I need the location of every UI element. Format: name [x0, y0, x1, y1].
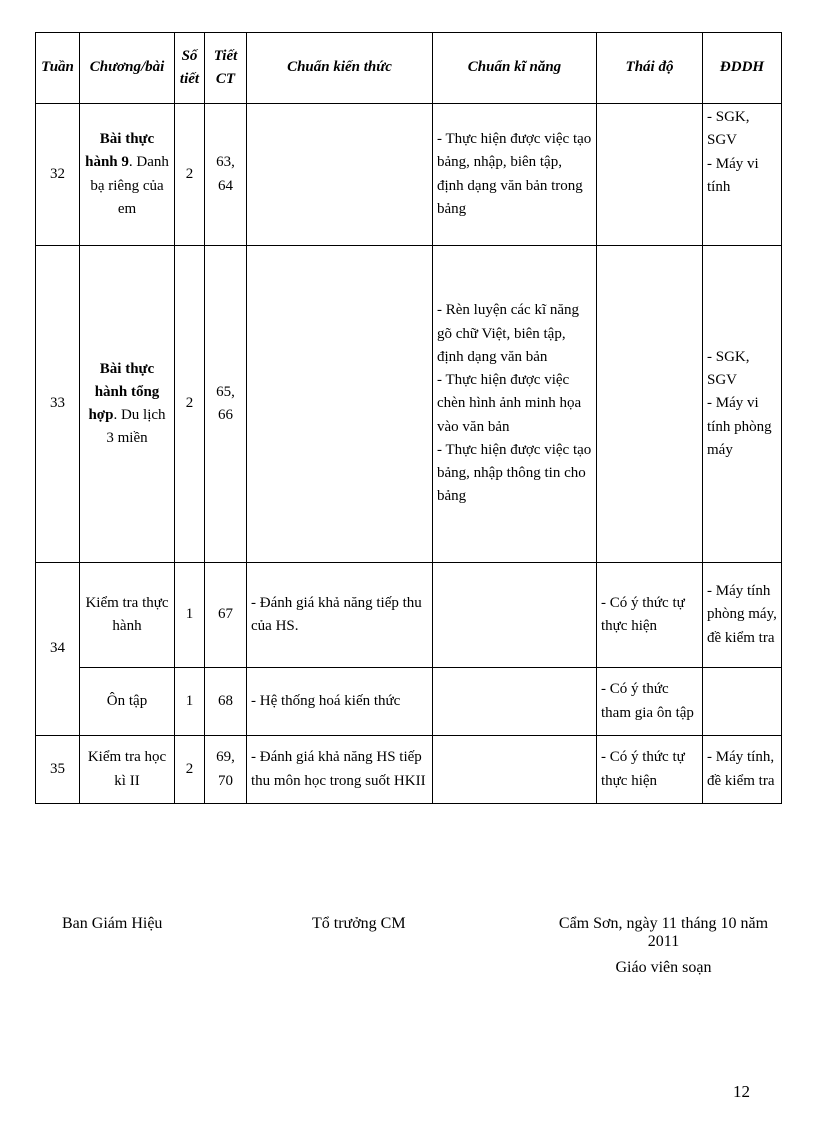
periods-cell: 2 [175, 736, 205, 804]
lesson-cell: Kiểm tra thực hành [80, 563, 175, 668]
equipment-item: - Máy tính, đề kiểm tra [707, 749, 775, 789]
period-numbers-cell: 63, 64 [205, 104, 247, 246]
knowledge-cell [247, 104, 433, 246]
header-periods: Số tiết [175, 33, 205, 104]
skill-item: - Thực hiện được việc tạo bảng, nhập thông tin cho bảng [437, 441, 592, 505]
signature-teacher-block [556, 915, 771, 977]
equipment-item: - Máy vi tính [707, 155, 759, 195]
lesson-cell: Kiểm tra học kì II [80, 736, 175, 804]
skill-item: - Thực hiện được việc chèn hình ảnh minh họa vào văn bản [437, 372, 582, 435]
attitude-cell [597, 104, 703, 246]
signature-date: Cẩm Sơn, ngày 11 tháng 10 năm 2011 [558, 915, 769, 950]
lesson-title-rest: . Du lịch 3 miền [106, 407, 166, 447]
knowledge-cell: - Đánh giá khả năng HS tiếp thu môn học trong suốt HKII [247, 736, 433, 804]
lesson-title-rest: . Danh bạ riêng của em [90, 154, 169, 217]
period-numbers-cell: 68 [205, 668, 247, 736]
week-cell: 35 [36, 736, 80, 804]
lesson-cell [80, 104, 175, 246]
period-numbers-cell: 67 [205, 563, 247, 668]
knowledge-cell [247, 246, 433, 563]
periods-cell: 1 [175, 563, 205, 668]
skills-cell [433, 736, 597, 804]
skill-item: - Rèn luyện các kĩ năng gõ chữ Việt, biên tập, định dạng văn bản [437, 302, 580, 365]
skills-cell [433, 563, 597, 668]
equipment-cell [703, 668, 782, 736]
periods-cell: 2 [175, 104, 205, 246]
table-row [36, 104, 782, 246]
header-lesson: Chương/bài [80, 33, 175, 104]
week-cell: 33 [36, 246, 80, 563]
skills-cell [433, 104, 597, 246]
skill-item: - Thực hiện được việc tạo bảng, nhập, biên tập, định dạng văn bản trong bảng [437, 131, 592, 217]
equipment-item: - SGK, SGV [707, 109, 750, 149]
equipment-item: - Máy vi tính phòng máy [707, 395, 772, 458]
table-header-row [36, 33, 782, 104]
attitude-cell [597, 246, 703, 563]
equipment-item: - Máy tính phòng máy, đề kiểm tra [707, 583, 777, 646]
table-row [36, 736, 782, 804]
attitude-cell: - Có ý thức tự thực hiện [597, 563, 703, 668]
knowledge-cell: - Hệ thống hoá kiến thức [247, 668, 433, 736]
header-knowledge: Chuẩn kiến thức [247, 33, 433, 104]
signature-teacher: Giáo viên soạn [615, 959, 712, 976]
periods-cell: 1 [175, 668, 205, 736]
week-cell: 34 [36, 563, 80, 736]
equipment-cell [703, 104, 782, 246]
table-row [36, 563, 782, 668]
lesson-cell [80, 246, 175, 563]
header-skills: Chuẩn kĩ năng [433, 33, 597, 104]
attitude-cell: - Có ý thức tự thực hiện [597, 736, 703, 804]
signature-department-head: Tổ trưởng CM [312, 915, 406, 932]
period-numbers-cell: 65, 66 [205, 246, 247, 563]
week-cell: 32 [36, 104, 80, 246]
attitude-cell: - Có ý thức tham gia ôn tập [597, 668, 703, 736]
page-number: 12 [733, 1082, 750, 1101]
curriculum-table [35, 32, 782, 804]
header-week: Tuần [36, 33, 80, 104]
skills-cell [433, 668, 597, 736]
table-row [36, 668, 782, 736]
signature-principal: Ban Giám Hiệu [62, 915, 163, 932]
header-period-numbers: Tiết CT [205, 33, 247, 104]
skills-cell [433, 246, 597, 563]
knowledge-cell: - Đánh giá khả năng tiếp thu của HS. [247, 563, 433, 668]
lesson-cell: Ôn tập [80, 668, 175, 736]
equipment-cell [703, 736, 782, 804]
equipment-item: - SGK, SGV [707, 348, 750, 389]
header-attitude: Thái độ [597, 33, 703, 104]
equipment-cell [703, 563, 782, 668]
header-equipment: ĐDDH [703, 33, 782, 104]
lesson-title-bold: Bài thực hành 9 [85, 131, 155, 171]
periods-cell: 2 [175, 246, 205, 563]
period-numbers-cell: 69, 70 [205, 736, 247, 804]
equipment-cell [703, 246, 782, 563]
table-row [36, 246, 782, 563]
lesson-title-bold: Bài thực hành tổng hợp [88, 360, 160, 423]
